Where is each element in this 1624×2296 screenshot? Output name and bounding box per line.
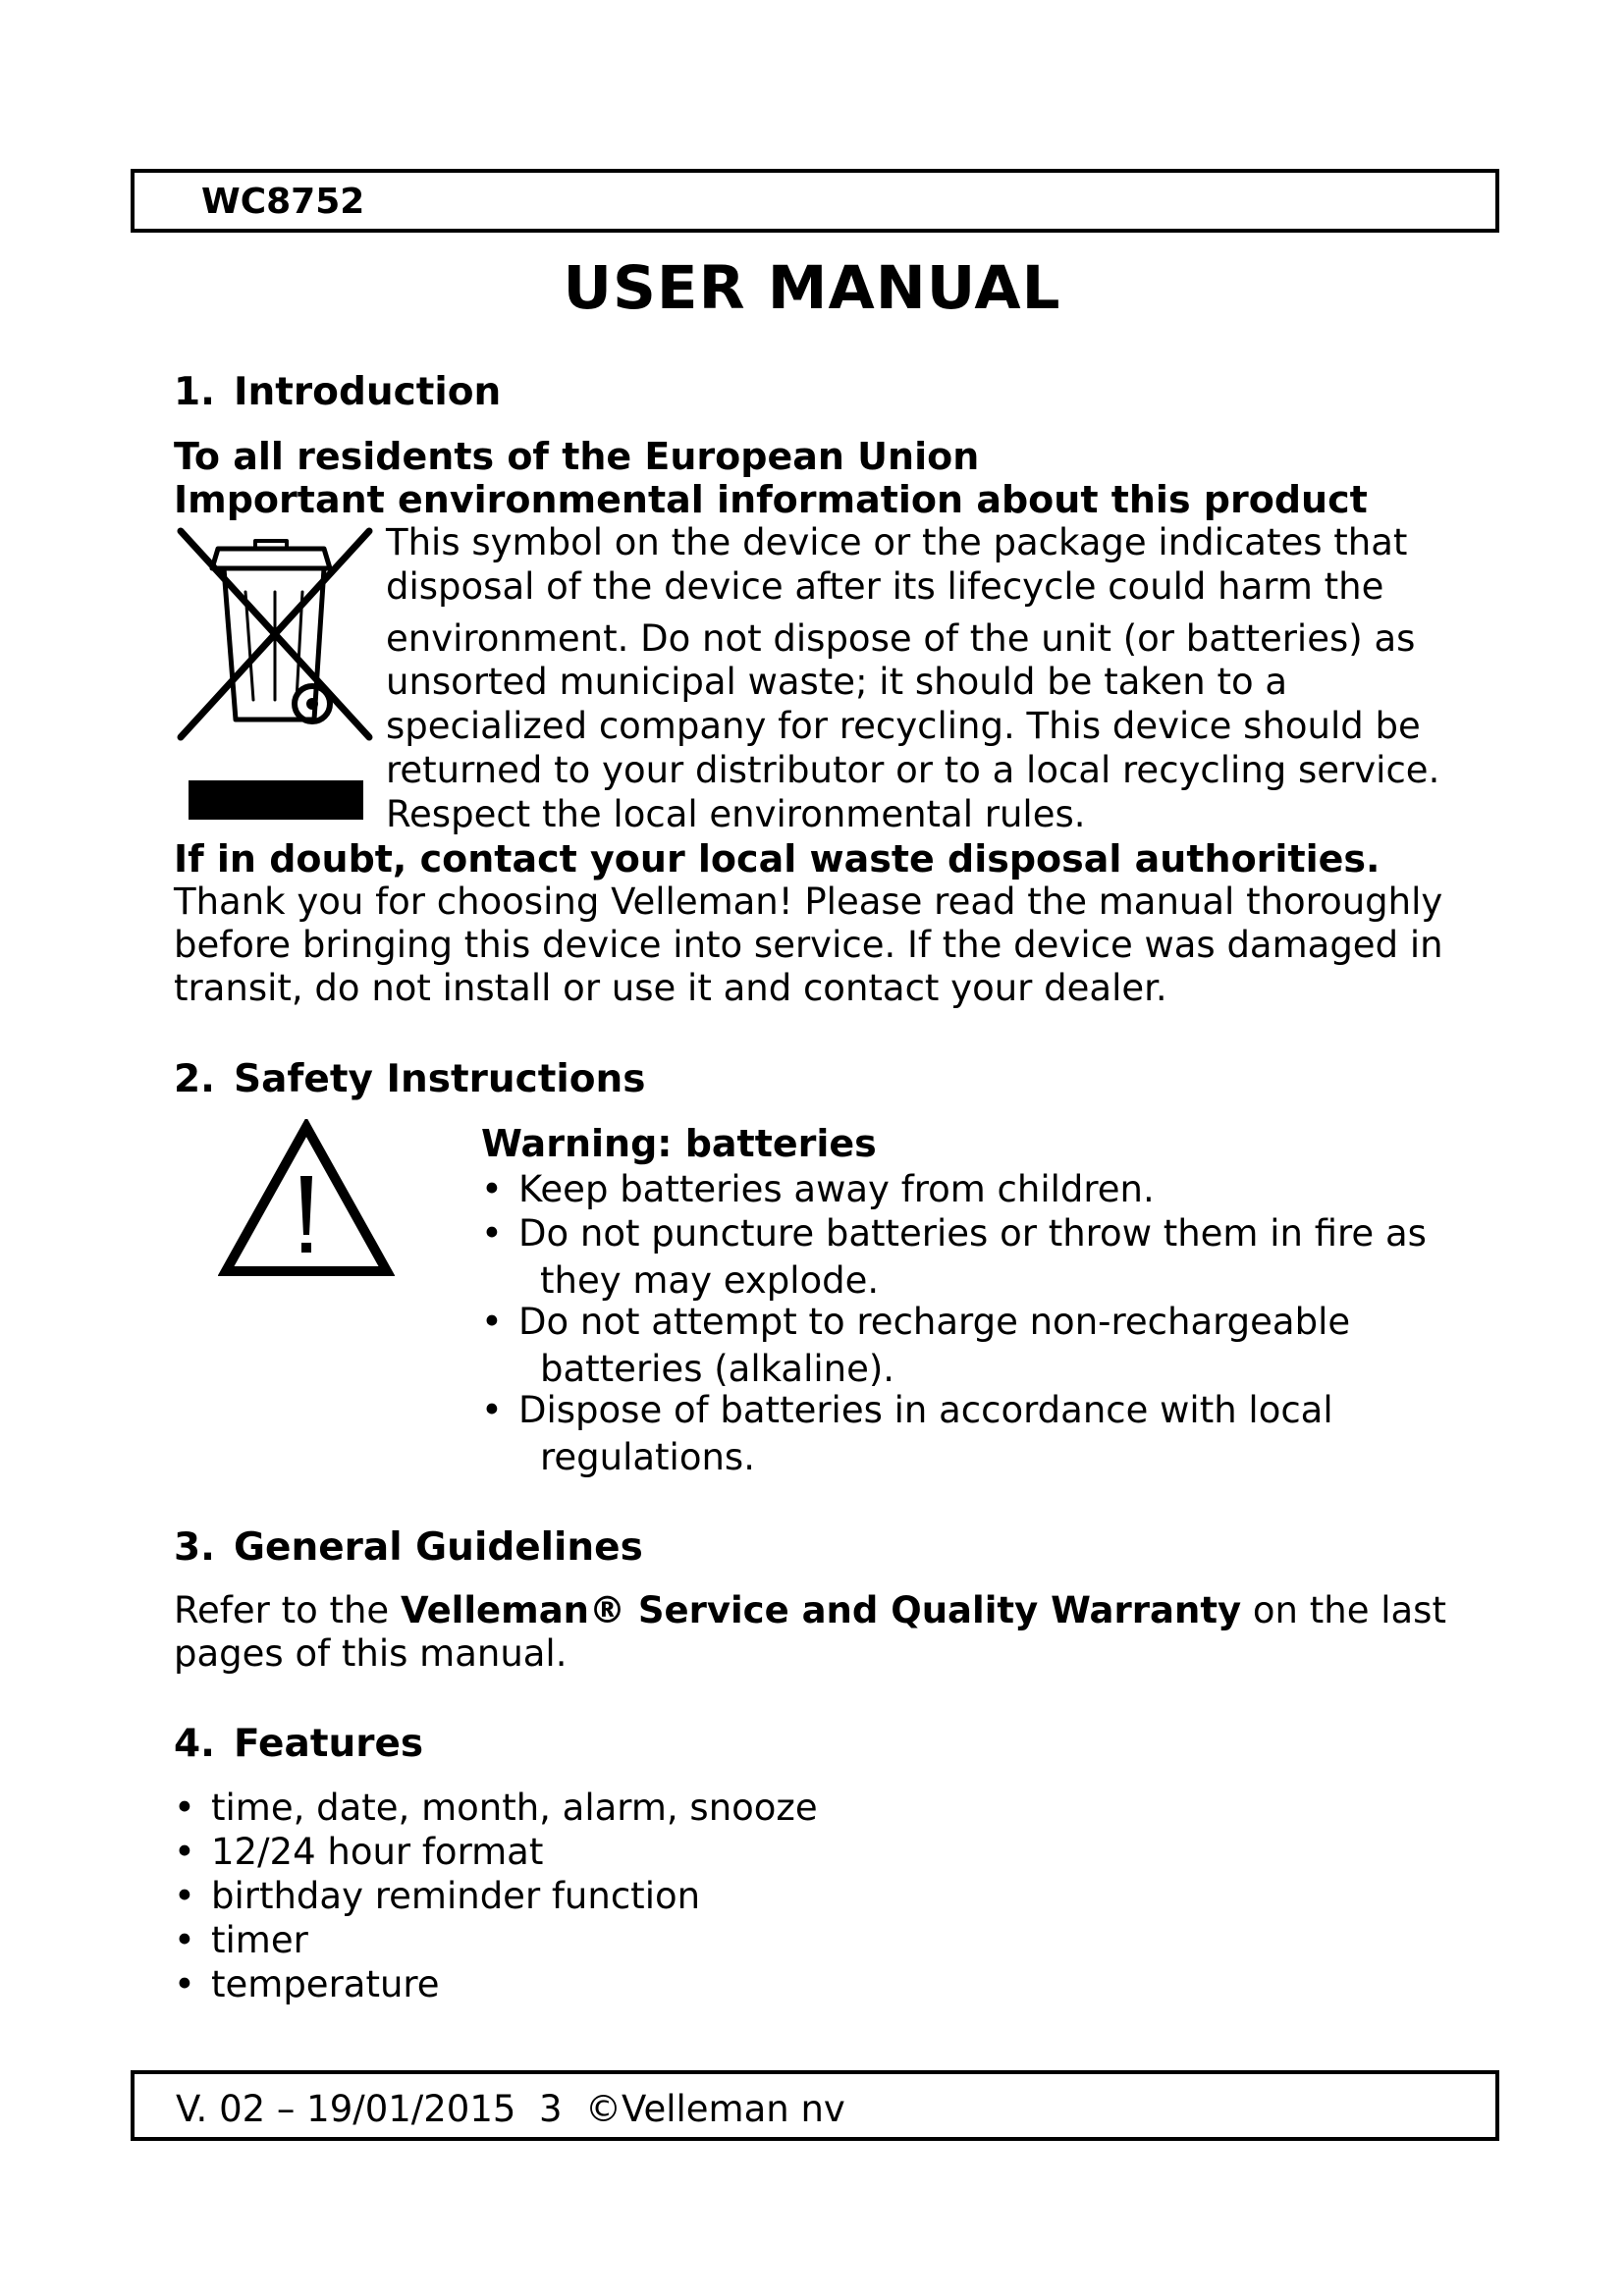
manual-page: WC8752 USER MANUAL 1. Introduction To all residents of the European Union Important environmental information about this product This symbol on the device or the package indicates that disposal of the device after its lifecycle could harm the environment. Do not dispose of the unit (or batteries) as unsorted municipal waste; it should be taken to a specialized company for recycling. This device should be returned to your distributor or to a local recycling service. Respect the local environmental rules. If in doubt, contact your local waste disposal authorities. Thank you for choosing Velleman! Please read the manual thoroughly before bringing this device into service. If the device was damaged in transit, do not install or use it and contact your dealer. 2. Safety Instructions Warning: batteries • Keep batteries away from children. • Do not puncture batteries or throw them in fire as they may explode. • Do not attempt to recharge non-rechargeable batteries (alkaline). • Dispose of batteries in accordance with local regulations. 3. General Guidelines Refer to the Velleman® Service and Quality Warranty on the last pages of this manual. 4. Features • time, date, month, alarm, snooze • 12/24 hour format • birthday reminder function • timer • temperature V. 02 – 19/01/2015 3 ©Velleman nv <box>0 0 1624 2296</box>
section-heading-guidelines <box>174 1525 643 1570</box>
feature-text: birthday reminder function <box>211 1875 701 1917</box>
crossed-out-wheelie-bin-icon <box>177 523 373 829</box>
weee-text-line: Respect the local environmental rules. <box>386 793 1086 835</box>
warning-title: Warning: batteries <box>481 1122 877 1165</box>
model-number: WC8752 <box>201 182 365 222</box>
section-heading-safety <box>174 1057 646 1101</box>
doubt-note: If in doubt, contact your local waste disposal authorities. <box>174 837 1380 881</box>
section-title: Features <box>234 1722 424 1766</box>
section-title: Safety Instructions <box>234 1057 646 1101</box>
bullet-continuation: batteries (alkaline). <box>540 1348 895 1390</box>
guidelines-text-line: pages of this manual. <box>174 1632 568 1675</box>
eu-residents-heading: To all residents of the European Union <box>174 435 980 478</box>
section-title: Introduction <box>234 370 502 414</box>
bullet-text: Do not attempt to recharge non-rechargeable <box>518 1301 1351 1343</box>
bullet-text: Do not puncture batteries or throw them in fire as <box>518 1212 1427 1255</box>
feature-text: 12/24 hour format <box>211 1831 544 1873</box>
thanks-text-line: Thank you for choosing Velleman! Please read the manual thoroughly <box>174 881 1443 923</box>
weee-text-line: This symbol on the device or the package indicates that <box>386 521 1408 563</box>
section-heading-features <box>174 1722 423 1766</box>
feature-text: time, date, month, alarm, snooze <box>211 1787 818 1829</box>
weee-text-line: environment. Do not dispose of the unit (or batteries) as <box>386 617 1416 660</box>
section-number: 2. <box>174 1057 215 1101</box>
footer-version: V. 02 – 19/01/2015 3 ©Velleman nv <box>176 2088 845 2130</box>
section-number: 3. <box>174 1525 215 1570</box>
bullet-continuation: regulations. <box>540 1436 755 1478</box>
section-number: 1. <box>174 370 215 414</box>
footer-box <box>131 2070 1499 2141</box>
page-title: USER MANUAL <box>563 253 1061 323</box>
bullet-text: Keep batteries away from children. <box>518 1168 1155 1210</box>
weee-text-line: specialized company for recycling. This device should be <box>386 705 1421 747</box>
weee-text-line: unsorted municipal waste; it should be taken to a <box>386 661 1288 703</box>
header-box <box>131 169 1499 233</box>
bullet-continuation: they may explode. <box>540 1259 880 1302</box>
section-title: General Guidelines <box>234 1525 643 1570</box>
warning-triangle-icon <box>218 1119 395 1281</box>
thanks-text-line: transit, do not install or use it and contact your dealer. <box>174 967 1167 1009</box>
guidelines-post: on the last <box>1241 1589 1446 1631</box>
environment-heading: Important environmental information about this product <box>174 478 1368 521</box>
section-heading-introduction <box>174 370 501 414</box>
guidelines-text-line <box>174 1589 1446 1631</box>
weee-text-line: returned to your distributor or to a local recycling service. <box>386 749 1440 791</box>
section-number: 4. <box>174 1722 215 1766</box>
bullet-text: Dispose of batteries in accordance with local <box>518 1389 1333 1431</box>
feature-text: temperature <box>211 1963 440 2005</box>
warranty-reference: Velleman® Service and Quality Warranty <box>400 1589 1242 1631</box>
guidelines-pre: Refer to the <box>174 1589 401 1631</box>
weee-text-line: disposal of the device after its lifecycle could harm the <box>386 565 1384 608</box>
thanks-text-line: before bringing this device into service. If the device was damaged in <box>174 924 1443 966</box>
feature-text: timer <box>211 1919 308 1961</box>
